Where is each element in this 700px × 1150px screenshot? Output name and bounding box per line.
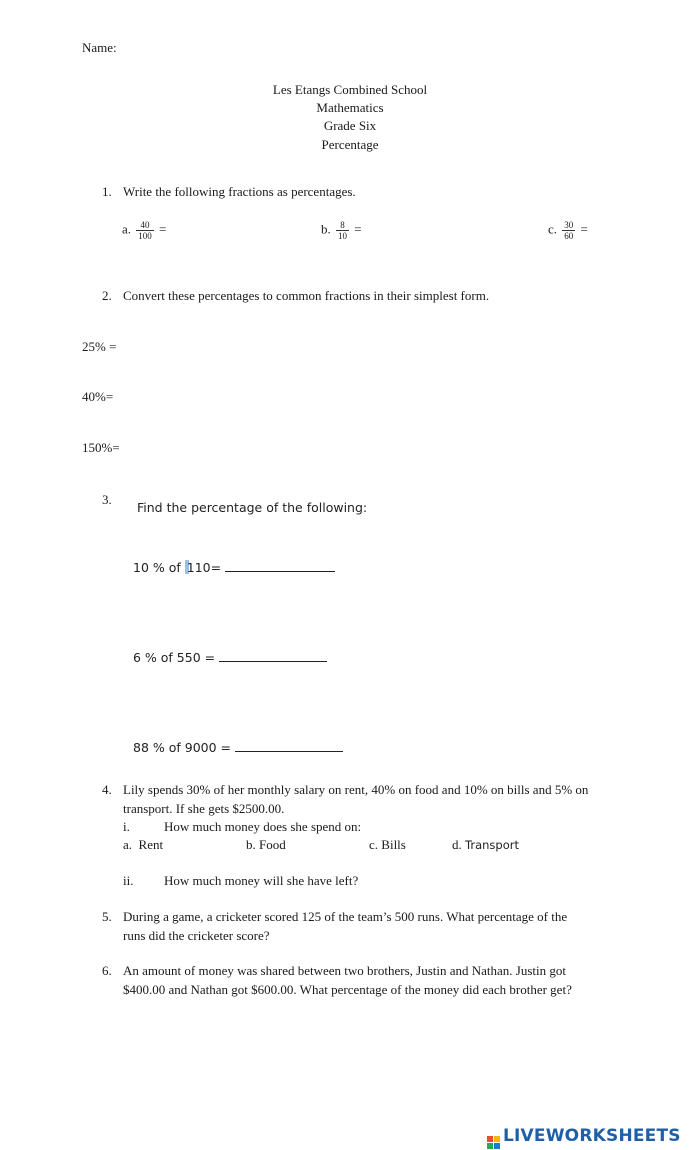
q1-item-label: a. — [122, 221, 132, 237]
fraction-denominator: 100 — [138, 231, 152, 241]
q2-number: 2. — [102, 288, 112, 303]
q3-item-prefix: 10 % of — [133, 560, 185, 575]
q2-item-40: 40%= — [82, 389, 114, 404]
fraction — [136, 220, 154, 241]
subject-title: Mathematics — [316, 100, 384, 115]
logo-text: LIVEWORKSHEETS — [503, 1126, 681, 1146]
q4-option-bills — [369, 837, 406, 853]
fraction-numerator: 40 — [136, 220, 154, 231]
q2-item-150: 150%= — [82, 440, 120, 455]
q3-item-prefix: 6 % of 550 = — [133, 650, 220, 665]
option-label: c. — [369, 837, 379, 852]
logo-square-3 — [487, 1143, 493, 1149]
fraction-numerator: 30 — [564, 220, 574, 230]
q5-number: 5. — [102, 909, 112, 924]
logo-square-2 — [494, 1136, 500, 1142]
q4-text-line2: transport. If she gets $2500.00. — [123, 801, 285, 816]
answer-blank[interactable] — [225, 571, 335, 572]
q5-text-line2: runs did the cricketer score? — [123, 928, 270, 943]
q1-item-label: b. — [321, 221, 331, 237]
option-text: Food — [259, 837, 286, 852]
q3-number: 3. — [102, 492, 112, 507]
option-label: b. — [246, 837, 256, 852]
q6-text-line1: An amount of money was shared between two brothers, Justin and Nathan. Justin got — [123, 963, 567, 978]
q3-item-2 — [133, 650, 327, 665]
fraction — [336, 220, 349, 241]
topic-title: Percentage — [321, 137, 379, 152]
q1-item-a — [122, 220, 166, 241]
q1-item-b — [321, 220, 362, 241]
q5-text-line1: During a game, a cricketer scored 125 of the team’s 500 runs. What percentage of the — [123, 909, 568, 924]
q2-text: Convert these percentages to common fractions in their simplest form. — [123, 288, 490, 303]
option-text: Rent — [138, 837, 164, 852]
option-text: Transport — [465, 838, 519, 852]
fraction-denominator: 60 — [564, 231, 574, 241]
logo-square-4 — [494, 1143, 500, 1149]
q4-text-line1: Lily spends 30% of her monthly salary on rent, 40% on food and 10% on bills and 5% on — [123, 782, 589, 797]
q1-item-c — [548, 220, 588, 241]
equals-sign: = — [354, 221, 362, 237]
school-name: Les Etangs Combined School — [272, 82, 428, 97]
q3-item-1 — [133, 560, 335, 575]
equals-sign: = — [580, 221, 588, 237]
q4-sub-ii-number: ii. — [123, 873, 134, 888]
equals-sign: = — [159, 221, 167, 237]
q4-option-rent — [123, 837, 163, 853]
q4-option-transport — [452, 837, 519, 853]
q4-sub-ii-text: How much money will she have left? — [164, 873, 359, 888]
fraction-numerator: 8 — [336, 220, 349, 231]
q3-item-suffix: 110= — [186, 560, 226, 575]
grade-title: Grade Six — [323, 118, 377, 133]
q4-option-food — [246, 837, 286, 853]
fraction — [562, 220, 575, 241]
q4-sub-i-number: i. — [123, 819, 130, 834]
q6-number: 6. — [102, 963, 112, 978]
q6-text-line2: $400.00 and Nathan got $600.00. What percentage of the money did each brother get? — [123, 982, 572, 997]
q3-text: Find the percentage of the following: — [137, 500, 368, 515]
option-label: d. — [452, 837, 462, 852]
answer-blank[interactable] — [235, 751, 343, 752]
logo-square-1 — [487, 1136, 493, 1142]
q2-item-25: 25% = — [82, 339, 117, 354]
answer-blank[interactable] — [219, 661, 327, 662]
name-label: Name: — [82, 40, 117, 55]
q1-text: Write the following fractions as percentages. — [123, 184, 356, 199]
fraction-denominator: 10 — [338, 231, 347, 241]
q3-item-prefix: 88 % of 9000 = — [133, 740, 235, 755]
q4-sub-i-text: How much money does she spend on: — [164, 819, 362, 834]
option-label: a. — [123, 837, 133, 852]
q4-number: 4. — [102, 782, 112, 797]
q1-number: 1. — [102, 184, 112, 199]
option-text: Bills — [381, 837, 406, 852]
liveworksheets-logo — [487, 1126, 681, 1149]
q3-item-3 — [133, 740, 343, 755]
q1-item-label: c. — [548, 221, 558, 237]
liveworksheets-grid-icon — [487, 1136, 500, 1149]
